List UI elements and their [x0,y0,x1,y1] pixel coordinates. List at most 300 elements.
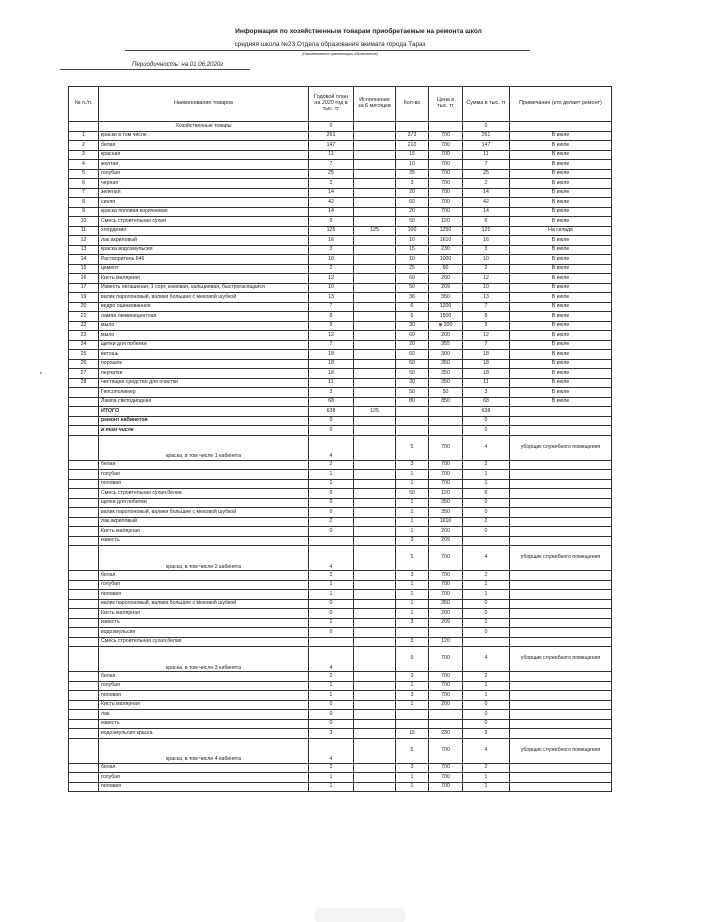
table-cell: 1 [463,479,510,489]
table-cell [69,489,99,499]
table-cell: 350 [429,378,463,388]
table-cell: мыло [99,321,309,331]
table-row [69,226,612,236]
table-cell: 24 [69,340,99,350]
table-cell: 230 [429,245,463,255]
table-row [69,321,612,331]
table-row [69,369,612,379]
table-cell [396,416,429,426]
table-cell: 7 [463,340,510,350]
table-cell: 1 [463,618,510,628]
table-cell: 7 [309,160,354,170]
table-cell: В июле [510,369,612,379]
table-cell: 60 [396,331,429,341]
table-cell: Смесь строительная сухая,белая [99,637,309,647]
table-cell [354,691,396,701]
table-cell: В июле [510,245,612,255]
table-cell [69,681,99,691]
table-cell: 11 [309,378,354,388]
table-cell: 23 [69,331,99,341]
table-cell: 11 [69,226,99,236]
table-cell: 0 [463,710,510,720]
table-cell: 10 [396,236,429,246]
table-cell [510,460,612,470]
table-cell: 15 [396,729,429,739]
table-cell [510,609,612,619]
table-cell: 22 [69,321,99,331]
table-cell: 0 [463,609,510,619]
table-cell: половая [99,479,309,489]
table-cell: черная [99,179,309,189]
table-cell: 125 [463,226,510,236]
table-cell: 20 [396,188,429,198]
table-cell [510,407,612,417]
table-cell [354,245,396,255]
table-cell [463,637,510,647]
table-cell: 0 [309,719,354,729]
table-cell [354,321,396,331]
table-cell: ведро оцинкованное [99,302,309,312]
table-row [69,122,612,132]
table-cell: В июле [510,340,612,350]
table-cell: 1200 [429,302,463,312]
table-cell: уборщик служебного помещения [510,647,612,672]
table-cell: 373 [396,131,429,141]
table-cell: 0 [463,498,510,508]
table-cell: лак акриловый [99,517,309,527]
table-cell [510,508,612,518]
table-cell: 1 [396,517,429,527]
table-cell [510,672,612,682]
table-cell: 2 [309,517,354,527]
table-cell: 1 [396,599,429,609]
table-cell: краска, в том числе 2 кабинета [99,546,309,571]
table-cell: 261 [463,131,510,141]
table-cell: 3 [309,388,354,398]
table-cell [354,599,396,609]
table-cell: 147 [309,141,354,151]
table-cell [510,710,612,720]
table-cell [510,590,612,600]
table-row [69,378,612,388]
table-cell: 0 [463,416,510,426]
table-cell [69,517,99,527]
table-cell: В июле [510,188,612,198]
table-row [69,160,612,170]
table-cell: 6 [463,217,510,227]
table-cell: 25 [396,264,429,274]
table-cell [354,719,396,729]
table-cell: 1500 [429,312,463,322]
table-cell [354,188,396,198]
table-cell [510,122,612,132]
table-cell: Гипсополимер [99,388,309,398]
table-cell: 1610 [429,517,463,527]
table-cell: 8 [309,312,354,322]
table-cell: 14 [463,188,510,198]
table-cell: 1 [396,498,429,508]
table-cell: лак [99,710,309,720]
table-row [69,207,612,217]
table-cell: 0 [463,599,510,609]
table-cell: 850 [429,397,463,407]
table-cell [354,160,396,170]
table-cell [354,536,396,546]
table-cell [69,763,99,773]
table-cell: 2 [463,264,510,274]
table-cell: 8 [69,198,99,208]
table-cell: уборщик служебного помещения [510,738,612,763]
table-cell: 15 [69,264,99,274]
table-cell: 20 [69,302,99,312]
table-cell: В июле [510,169,612,179]
table-cell: 60 [396,350,429,360]
table-cell [69,470,99,480]
table-cell: 300 [429,350,463,360]
table-cell: 700 [429,738,463,763]
table-cell [510,527,612,537]
table-cell [396,710,429,720]
table-cell [354,618,396,628]
col-quantity: Кол-во [396,87,429,122]
table-cell [354,773,396,783]
table-cell: В июле [510,331,612,341]
table-cell: 50 [396,217,429,227]
table-cell: 1 [396,590,429,600]
table-cell [354,435,396,460]
table-cell: 0 [309,628,354,638]
table-row [69,359,612,369]
table-row [69,236,612,246]
table-cell [354,350,396,360]
table-cell: 30 [396,378,429,388]
table-row [69,479,612,489]
table-cell: 0 [309,527,354,537]
table-cell [69,672,99,682]
table-cell: 4 [463,647,510,672]
table-cell: В июле [510,274,612,284]
table-cell: 16 [463,236,510,246]
table-cell: 700 [429,207,463,217]
table-cell [69,773,99,783]
table-cell: 6 [463,489,510,499]
table-cell [69,628,99,638]
table-cell: белая [99,763,309,773]
table-cell: 0 [309,599,354,609]
table-cell: 13 [309,293,354,303]
table-cell [510,782,612,792]
table-cell: 230 [429,729,463,739]
table-cell: 700 [429,691,463,701]
table-cell: 0 [463,508,510,518]
table-cell: 25 [69,350,99,360]
table-row [69,508,612,518]
table-row [69,618,612,628]
table-cell [354,782,396,792]
table-row [69,782,612,792]
table-cell: 350 [429,599,463,609]
col-plan: Годовой план на 2020 год в тыс. тг [309,87,354,122]
table-row [69,672,612,682]
table-cell [354,637,396,647]
table-cell [510,416,612,426]
table-cell: 1 [463,773,510,783]
table-row [69,169,612,179]
table-cell: Кисть малярная [99,274,309,284]
table-cell: 700 [429,470,463,480]
table-cell: голубая [99,580,309,590]
table-cell [510,571,612,581]
table-cell [354,179,396,189]
table-cell [354,571,396,581]
table-cell: 700 [429,647,463,672]
table-cell: зеленая [99,188,309,198]
table-cell: 10 [69,217,99,227]
table-cell: 4 [309,546,354,571]
table-cell: валик паролоновый, валики большие с меховой шубкой [99,293,309,303]
table-cell: Растворитель 646 [99,255,309,265]
table-cell: 1 [309,773,354,783]
table-header [69,87,612,122]
table-cell: Кисть малярная [99,527,309,537]
table-cell: В июле [510,397,612,407]
table-cell: 3 [309,245,354,255]
table-cell: ремонт кабинетов [99,416,309,426]
table-cell [510,536,612,546]
table-cell: желтая [99,160,309,170]
table-cell: Лампа светодиодная [99,397,309,407]
table-cell: синяя [99,198,309,208]
table-cell: 42 [309,198,354,208]
table-row [69,498,612,508]
table-cell: 14 [309,188,354,198]
table-cell [354,283,396,293]
table-cell [69,782,99,792]
table-cell: 2 [309,763,354,773]
table-row [69,536,612,546]
table-cell [510,729,612,739]
table-cell: 1 [396,527,429,537]
table-cell: голубая [99,169,309,179]
table-cell: валик паролоновый, валики большие с меховой шубкой [99,599,309,609]
table-cell: 12 [463,331,510,341]
table-cell: 1 [309,479,354,489]
table-row [69,217,612,227]
table-cell: 28 [69,378,99,388]
cell-text: 300 [443,322,453,329]
table-cell: 68 [309,397,354,407]
table-cell: 209 [429,536,463,546]
table-row [69,647,612,672]
table-cell [69,397,99,407]
table-cell [354,628,396,638]
table-cell: 18 [309,369,354,379]
table-cell: 5 [396,647,429,672]
table-cell: 700 [429,160,463,170]
table-cell [354,508,396,518]
table-cell [354,150,396,160]
table-cell: Кисть малярная [99,609,309,619]
table-cell: 50 [396,359,429,369]
table-cell: известь [99,536,309,546]
table-cell: 350 [429,359,463,369]
table-cell: 12 [309,274,354,284]
table-cell: 0 [463,122,510,132]
table-cell: В июле [510,207,612,217]
table-cell: 3 [396,763,429,773]
table-cell [510,517,612,527]
table-row [69,773,612,783]
table-cell: 68 [463,397,510,407]
table-cell [354,672,396,682]
table-cell [309,637,354,647]
table-row [69,255,612,265]
table-cell: 0 [463,628,510,638]
table-cell: 2 [463,571,510,581]
table-cell: половая [99,782,309,792]
table-cell: 1 [309,470,354,480]
table-cell: 4 [309,738,354,763]
table-cell: 2 [309,460,354,470]
table-cell: уборщик служебного помещения [510,435,612,460]
table-cell: 1 [463,681,510,691]
table-cell [69,460,99,470]
table-cell: Смесь строительная сухая,белая [99,489,309,499]
table-row [69,312,612,322]
col-price: Цена в тыс. тг [429,87,463,122]
table-cell: 80 [396,397,429,407]
table-cell: 4 [463,738,510,763]
table-cell [354,217,396,227]
table-cell: Смесь строительная сухая [99,217,309,227]
table-cell [69,580,99,590]
table-row [69,460,612,470]
table-cell [354,546,396,571]
table-cell: 3 [396,618,429,628]
table-cell: 700 [429,188,463,198]
table-cell [510,489,612,499]
table-cell: красная [99,150,309,160]
table-cell: 210 [396,141,429,151]
table-cell: В июле [510,264,612,274]
table-cell: 12 [309,331,354,341]
table-cell [510,700,612,710]
table-cell [354,710,396,720]
table-cell: краска, в том числе 1 кабинета [99,435,309,460]
table-cell: 1 [396,580,429,590]
table-cell: 2 [463,460,510,470]
scan-speck [40,372,42,374]
table-cell: 14 [69,255,99,265]
table-cell: 9 [69,207,99,217]
table-cell [354,738,396,763]
table-row [69,628,612,638]
table-cell [354,470,396,480]
table-cell: 0 [309,710,354,720]
table-cell: 1250 [429,226,463,236]
table-cell: 1 [396,681,429,691]
table-cell: 120 [429,489,463,499]
table-cell: половая [99,691,309,701]
table-cell: 1 [396,773,429,783]
table-cell [510,479,612,489]
table-cell: 1000 [429,255,463,265]
table-cell [354,460,396,470]
table-cell: 27 [69,369,99,379]
table-cell: 3 [463,245,510,255]
table-cell [354,169,396,179]
table-cell: 350 [429,293,463,303]
table-cell: водоэмульсия [99,628,309,638]
table-cell: 2 [69,141,99,151]
table-cell [396,719,429,729]
table-cell: В июле [510,293,612,303]
table-cell: В июле [510,255,612,265]
table-cell [429,321,463,331]
table-row [69,283,612,293]
table-cell: 0 [463,719,510,729]
table-cell: 700 [429,546,463,571]
table-cell: 1 [396,508,429,518]
table-cell: В июле [510,378,612,388]
table-cell: перчатки [99,369,309,379]
table-cell: 700 [429,169,463,179]
table-cell [354,378,396,388]
table-cell [429,710,463,720]
table-cell: 0 [309,700,354,710]
periodicity-underline [60,69,250,70]
table-row [69,700,612,710]
table-cell: 6 [69,179,99,189]
table-cell: 60 [396,198,429,208]
table-row [69,719,612,729]
table-cell: 700 [429,782,463,792]
table-cell: 200 [429,700,463,710]
table-cell: 18 [309,359,354,369]
table-row [69,546,612,571]
table-cell: 16 [309,236,354,246]
table-cell [354,207,396,217]
table-cell: 14 [309,207,354,217]
table-cell [429,416,463,426]
table-cell: 3 [396,179,429,189]
table-cell [69,536,99,546]
table-cell: 50 [396,283,429,293]
table-cell [396,628,429,638]
table-cell [510,637,612,647]
table-row [69,293,612,303]
table-cell [510,719,612,729]
goods-table [68,86,612,792]
table-cell: 1 [309,681,354,691]
table-cell [510,599,612,609]
table-cell: 1 [396,479,429,489]
table-cell [396,407,429,417]
table-cell: 13 [463,293,510,303]
table-cell: В июле [510,302,612,312]
col-number: № п./п. [69,87,99,122]
table-cell [354,590,396,600]
table-row [69,264,612,274]
table-cell: 4 [309,435,354,460]
table-cell [69,710,99,720]
table-cell: 10 [309,255,354,265]
table-cell [69,546,99,571]
table-row [69,710,612,720]
table-cell: 700 [429,571,463,581]
table-cell: 3 [463,388,510,398]
table-row [69,580,612,590]
